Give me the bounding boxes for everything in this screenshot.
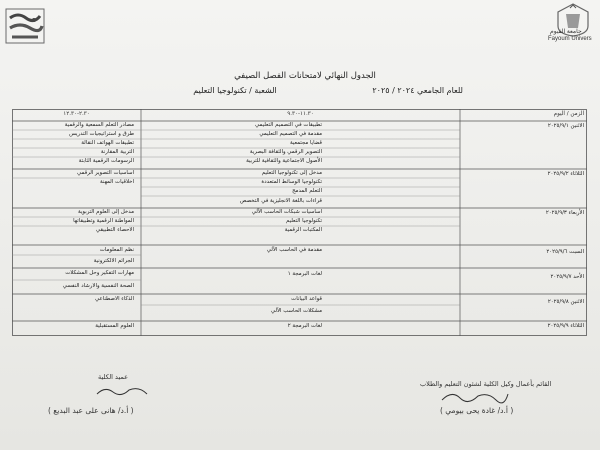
subject-cell: تكنولوجيا التعليم [286,218,322,224]
left-signature-icon [95,384,155,400]
subject-cell: لغات البرمجة ٢ [287,323,322,329]
subject-cell: اساسيات التصوير الرقمي [77,170,134,176]
university-name-en: Fayoum Univers [548,36,592,42]
subject-cell: قراءات باللغة الانجليزية في التخصص [240,198,322,204]
slot1-header: ١١.٣٠-٩.٣٠ [287,111,314,117]
exam-schedule-table [12,109,587,336]
day-cell: الثلاثاء ٢٠٢٥/٩/٩ [547,323,584,329]
subject-cell: لغات البرمجة ١ [287,271,322,277]
subject-cell: مهارات التفكير وحل المشكلات [65,270,134,276]
day-cell: الأربعاء ٢٠٢٥/٩/٣ [545,210,584,216]
subject-cell: قواعد البيانات [291,296,322,302]
subject-cell: قضايا مجتمعية [290,140,322,146]
subject-cell: الأصول الاجتماعية والثقافية للتربية [246,158,322,164]
subject-cell: الذكاء الاصطناعي [95,296,134,302]
subject-cell: التربية المقارنة [100,149,134,155]
subject-cell: المواطنة الرقمية وتطبيقاتها [73,218,134,224]
subject-cell: الرسومات الرقمية الثابتة [78,158,134,164]
university-name-ar: جامعة الفيوم [550,29,582,35]
subject-cell: الجرائم الالكترونية [93,258,134,264]
subject-cell: نظم المعلومات [99,247,134,253]
left-signature-label: عميد الكلية [98,373,129,381]
day-cell: الاثنين ٢٠٢٥/٩/١ [547,123,584,129]
subject-cell: تطبيقات الهواتف النقالة [81,140,134,146]
subject-cell: مدخل إلى تكنولوجيا التعليم [261,170,322,176]
right-signatory-name: ( أ.د/ غادة يحى بيومي ) [440,406,514,415]
subject-cell: المكتبات الرقمية [284,227,322,233]
subject-cell: تكنولوجيا الوسائط المتعددة [261,179,322,185]
day-cell: السبت ٢٠٢٥/٩/٦ [546,249,584,255]
subject-cell: مشكلات الحاسب الآلي [270,308,322,314]
subject-cell: التعلم المدمج [292,188,322,194]
subject-cell: مدخل إلى العلوم التربوية [78,209,134,215]
subject-cell: العلوم المستقبلية [95,323,134,329]
day-cell: الاثنين ٢٠٢٥/٩/٨ [547,299,584,305]
subject-cell: مصادر التعلم السمعية والرقمية [64,122,134,128]
subject-cell: طرق و استراتيجيات التدريس [69,131,134,137]
subject-cell: اساسيات شبكات الحاسب الآلي [251,209,322,215]
subject-cell: اخلاقيات المهنة [100,179,134,185]
day-cell: الأحد ٢٠٢٥/٩/٧ [550,274,584,280]
document-title: الجدول النهائي لامتحانات الفصل الصيفي [234,71,376,81]
subject-cell: مقدمة في التصميم التعليمي [259,131,322,137]
department-name: الشعبة / تكنولوجيا التعليم [193,86,277,95]
subject-cell: الاحصاء التطبيقي [95,227,134,233]
academic-year: للعام الجامعي ٢٠٢٤ / ٢٠٢٥ [372,86,463,95]
day-time-header: الزمن / اليوم [553,111,584,117]
subject-cell: الصحة النفسية والارشاد النفسي [62,283,134,289]
college-logo-icon [4,6,46,46]
subject-cell: تطبيقات في التصميم التعليمي [255,122,322,128]
right-signature-icon [440,388,510,406]
day-cell: الثلاثاء ٢٠٢٥/٩/٢ [547,171,584,177]
subject-cell: التصوير الرقمي والثقافة البصرية [249,149,322,155]
right-signature-label: القائم بأعمال وكيل الكلية لشئون التعليم والطلاب [420,380,552,388]
slot2-header: ٢.٣٠-١٢.٣٠ [63,111,90,117]
subject-cell: مقدمة في الحاسب الآلي [266,247,322,253]
left-signatory-name: ( أ.د/ هانى على عبد البديع ) [48,406,134,415]
